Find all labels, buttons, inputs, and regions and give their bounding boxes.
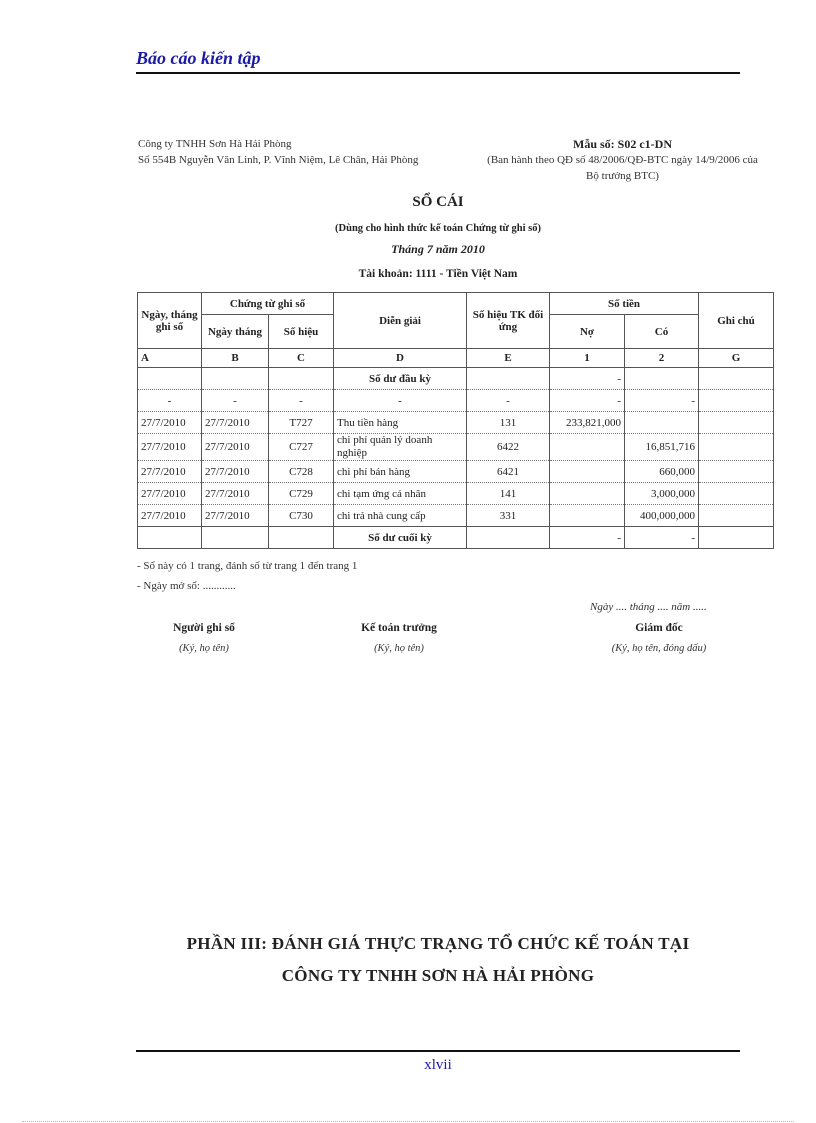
col-header-voucher-no: Số hiệu — [269, 315, 334, 349]
col-header-account-ref: Số hiệu TK đối ứng — [467, 293, 550, 349]
ledger-title: SỔ CÁI — [412, 194, 464, 210]
form-code: Mẫu số: S02 c1-DN — [573, 137, 672, 151]
company-address: Số 554B Nguyễn Văn Linh, P. Vĩnh Niệm, Lê Chân, Hải Phòng — [138, 154, 419, 166]
signature-chief-accountant: Kế toán trưởng — [361, 622, 437, 634]
col-header-date: Ngày, tháng ghi sổ — [138, 293, 202, 349]
letter-cell: 2 — [625, 349, 699, 368]
row-voucher-date: 27/7/2010 — [202, 434, 269, 461]
opening-balance-label: Số dư đầu kỳ — [334, 368, 467, 390]
letter-cell: G — [699, 349, 774, 368]
form-issued-line2: Bộ trưởng BTC) — [586, 170, 659, 182]
closing-balance-row — [138, 527, 774, 549]
row-voucher-no: C728 — [269, 461, 334, 483]
letter-cell: B — [202, 349, 269, 368]
row-date: 27/7/2010 — [138, 461, 202, 483]
dash-cell: - — [202, 390, 269, 412]
closing-balance-debit: - — [550, 527, 625, 549]
row-credit — [625, 412, 699, 434]
dash-cell: - — [269, 390, 334, 412]
row-description: chi tạm ứng cá nhân — [334, 483, 467, 505]
row-description: Thu tiền hàng — [334, 412, 467, 434]
part-heading-line2: CÔNG TY TNHH SƠN HÀ HẢI PHÒNG — [281, 966, 595, 985]
ledger-subtitle: (Dùng cho hình thức kế toán Chứng từ ghi sổ) — [335, 223, 541, 234]
note-open-date: - Ngày mở sổ: ............ — [137, 580, 236, 592]
row-debit — [550, 483, 625, 505]
dash-cell: - — [467, 390, 550, 412]
report-header-title: Báo cáo kiến tập — [136, 48, 261, 68]
row-date: 27/7/2010 — [138, 483, 202, 505]
col-header-debit: Nợ — [550, 315, 625, 349]
row-date: 27/7/2010 — [138, 434, 202, 461]
opening-balance-debit: - — [550, 368, 625, 390]
dash-cell: - — [625, 390, 699, 412]
signature-recorder: Người ghi sổ — [173, 622, 235, 634]
row-voucher-no: T727 — [269, 412, 334, 434]
col-header-voucher-date: Ngày tháng — [202, 315, 269, 349]
col-header-credit: Có — [625, 315, 699, 349]
table-row — [138, 412, 774, 434]
row-debit — [550, 505, 625, 527]
table-row — [138, 461, 774, 483]
letter-cell: A — [138, 349, 202, 368]
dash-cell: - — [334, 390, 467, 412]
col-header-amount: Số tiền — [550, 293, 699, 315]
col-header-description: Diễn giải — [334, 293, 467, 349]
table-row — [138, 434, 774, 461]
letter-cell: C — [269, 349, 334, 368]
row-account: 331 — [467, 505, 550, 527]
row-debit: 233,821,000 — [550, 412, 625, 434]
signature-director-sub: (Ký, họ tên, đóng dấu) — [611, 643, 707, 654]
page-number: xlvii — [424, 1057, 452, 1073]
row-voucher-no: C729 — [269, 483, 334, 505]
ledger-month: Tháng 7 năm 2010 — [391, 242, 485, 256]
row-date: 27/7/2010 — [138, 412, 202, 434]
header-rule — [136, 72, 740, 74]
row-description: chi trả nhà cung cấp — [334, 505, 467, 527]
part-heading-line1: PHẦN III: ĐÁNH GIÁ THỰC TRẠNG TỔ CHỨC KẾ TOÁN TẠI — [186, 934, 690, 953]
table-row — [138, 483, 774, 505]
letter-cell: E — [467, 349, 550, 368]
closing-balance-label: Số dư cuối kỳ — [334, 527, 467, 549]
company-block — [138, 136, 418, 168]
letter-cell: 1 — [550, 349, 625, 368]
dash-cell: - — [138, 390, 202, 412]
closing-balance-credit: - — [625, 527, 699, 549]
row-description: chi phí quản lý doanh nghiệp — [334, 434, 467, 461]
row-debit — [550, 461, 625, 483]
col-header-voucher: Chứng từ ghi sổ — [202, 293, 334, 315]
row-credit: 660,000 — [625, 461, 699, 483]
col-header-note: Ghi chú — [699, 293, 774, 349]
row-debit — [550, 434, 625, 461]
row-account: 6421 — [467, 461, 550, 483]
row-credit: 16,851,716 — [625, 434, 699, 461]
signature-recorder-sub: (Ký, họ tên) — [179, 643, 229, 654]
part-heading — [136, 928, 740, 992]
opening-balance-row — [138, 368, 774, 390]
row-date: 27/7/2010 — [138, 505, 202, 527]
row-account: 131 — [467, 412, 550, 434]
note-pages: - Sổ này có 1 trang, đánh số từ trang 1 đến trang 1 — [137, 560, 358, 572]
signature-director: Giám đốc — [635, 622, 683, 634]
row-credit: 3,000,000 — [625, 483, 699, 505]
signature-date-line: Ngày .... tháng .... năm ..... — [590, 601, 707, 613]
row-voucher-date: 27/7/2010 — [202, 412, 269, 434]
row-description: chi phí bán hàng — [334, 461, 467, 483]
row-credit: 400,000,000 — [625, 505, 699, 527]
company-name: Công ty TNHH Sơn Hà Hải Phòng — [138, 138, 292, 150]
column-letter-row — [138, 349, 774, 368]
letter-cell: D — [334, 349, 467, 368]
row-voucher-no: C730 — [269, 505, 334, 527]
page-edge-divider — [22, 1121, 794, 1122]
row-account: 6422 — [467, 434, 550, 461]
dash-cell: - — [550, 390, 625, 412]
row-account: 141 — [467, 483, 550, 505]
row-voucher-date: 27/7/2010 — [202, 483, 269, 505]
row-voucher-date: 27/7/2010 — [202, 461, 269, 483]
ledger-table — [137, 292, 774, 549]
ledger-account: Tài khoản: 1111 - Tiền Việt Nam — [358, 268, 518, 280]
footer-rule — [136, 1050, 740, 1052]
row-voucher-date: 27/7/2010 — [202, 505, 269, 527]
form-info-block — [460, 136, 785, 184]
row-voucher-no: C727 — [269, 434, 334, 461]
dash-row — [138, 390, 774, 412]
form-issued-line1: (Ban hành theo QĐ số 48/2006/QĐ-BTC ngày 14/9/2006 của — [487, 154, 758, 166]
table-row — [138, 505, 774, 527]
signature-chief-sub: (Ký, họ tên) — [374, 643, 424, 654]
